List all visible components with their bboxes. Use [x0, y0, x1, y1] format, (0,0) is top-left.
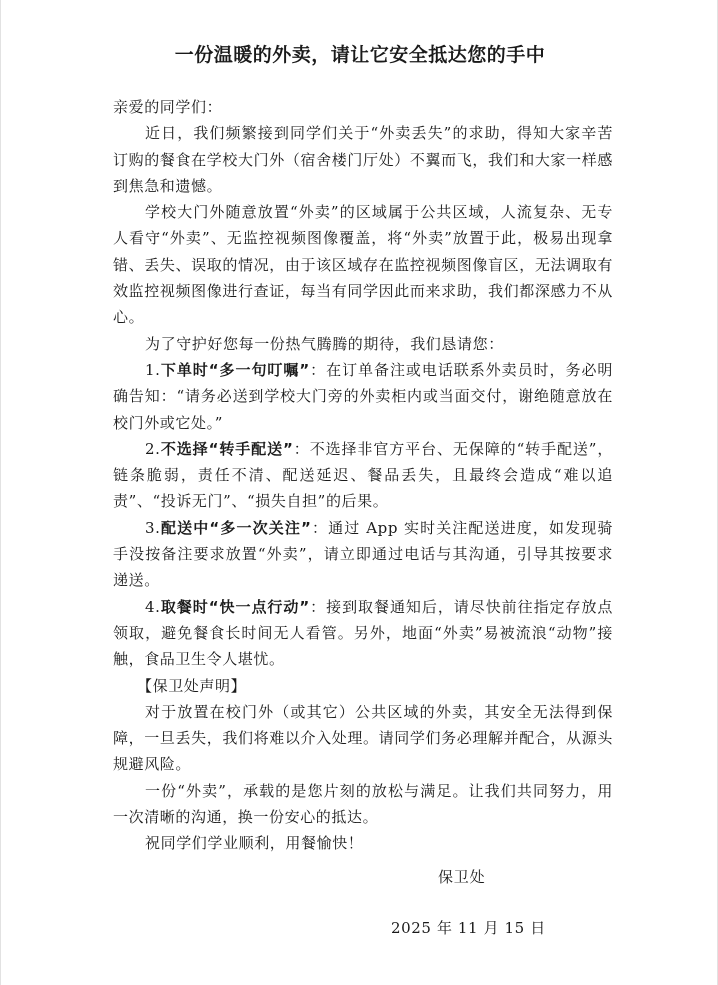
list-item-heading: 取餐时“快一点行动”	[160, 597, 310, 616]
notice-label: 【保卫处声明】	[137, 676, 247, 695]
date: 2025 年 11 月 15 日	[391, 919, 546, 937]
closing-paragraph: 一份“外卖”，承载的是您片刻的放松与满足。让我们共同努力，用一次清晰的沟通，换一份安心的抵达。	[113, 781, 613, 827]
list-item	[113, 515, 613, 594]
list-item-heading: 配送中“多一次关注”	[160, 518, 312, 537]
document-body	[113, 94, 613, 857]
closing-wishes: 祝同学们学业顺利，用餐愉快！	[145, 834, 364, 853]
list-item-text: ：在订单备注或电话联系外卖员时，务必明确告知：“请务必送到学校大门旁的外卖柜内或当面交付，谢绝随意放在校门外或它处。”	[113, 360, 614, 432]
paragraph-intro: 近日，我们频繁接到同学们关于“外卖丢失”的求助，得知大家辛苦订购的餐食在学校大门外（宿舍楼门厅处）不翼而飞，我们和大家一样感到焦急和遗憾。	[113, 124, 613, 195]
list-item-number: 3.	[145, 518, 161, 537]
list-item-heading: 下单时“多一句叮嘱”	[160, 360, 310, 379]
list-item	[113, 594, 613, 673]
list-item	[113, 357, 613, 436]
notice-text: 对于放置在校门外（或其它）公共区域的外卖，其安全无法得到保障，一旦丢失，我们将难以介入处理。请同学们务必理解并配合，从源头规避风险。	[113, 702, 613, 774]
list-item	[113, 436, 613, 515]
list-item-number: 4.	[145, 597, 161, 616]
signature: 保卫处	[438, 868, 486, 886]
paragraph-public-area: 学校大门外随意放置“外卖”的区域属于公共区域，人流复杂、无专人看守“外卖”、无监控视频图像覆盖，将“外卖”放置于此，极易出现拿错、丢失、误取的情况，由于该区域存在监控视频图像盲区，无法调取有效监控视频图像进行查证，每当有同学因此而来求助，我们都深感力不从心。	[113, 203, 613, 327]
list-item-text: ：不选择非官方平台、无保障的“转手配送”，链条脆弱，责任不清、配送延迟、餐品丢失，且最终会造成“难以追责”、“投诉无门”、“损失自担”的后果。	[113, 439, 613, 511]
list-item-text: ：接到取餐通知后，请尽快前往指定存放点领取，避免餐食长时间无人看管。另外，地面“外卖”易被流浪“动物”接触，食品卫生令人堪忧。	[113, 597, 614, 669]
document-title: 一份温暖的外卖，请让它安全抵达您的手中	[174, 44, 546, 66]
list-item-number: 1.	[145, 360, 161, 379]
paragraph-request: 为了守护好您每一份热气腾腾的期待，我们恳请您：	[145, 334, 504, 353]
list-item-heading: 不选择“转手配送”	[160, 439, 294, 458]
greeting: 亲爱的同学们：	[113, 98, 223, 116]
list-item-number: 2.	[145, 439, 161, 458]
list-item-text: ：通过 App 实时关注配送进度，如发现骑手没按备注要求放置“外卖”，请立即通过电话与其沟通，引导其按要求递送。	[113, 518, 613, 590]
